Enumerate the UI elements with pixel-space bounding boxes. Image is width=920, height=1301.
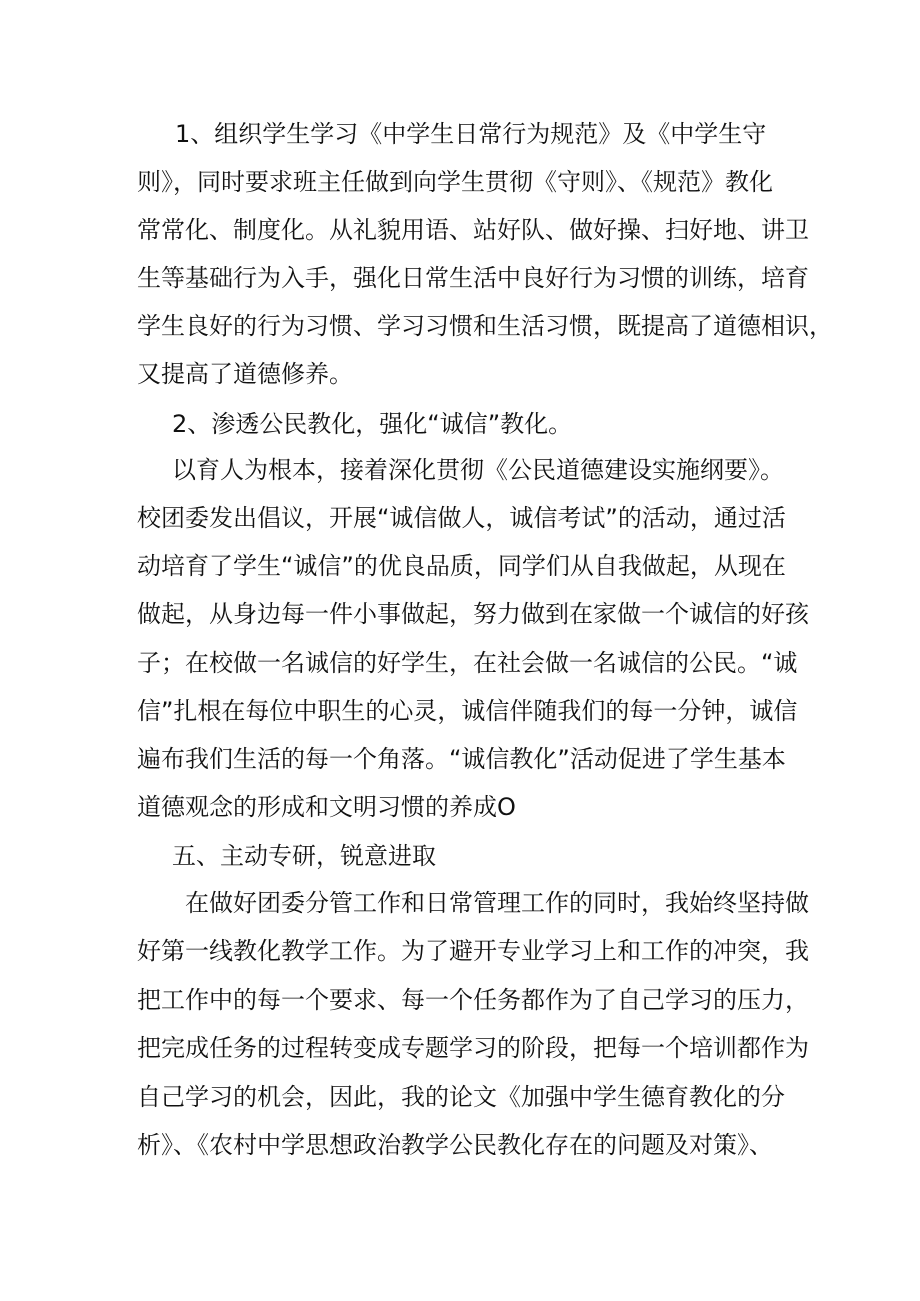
paragraph-2-line-3: 动培育了学生“诚信”的优良品质，同学们从自我做起，从现在 xyxy=(137,552,786,580)
paragraph-1-line-1: 1、组织学生学习《中学生日常行为规范》及《中学生守 xyxy=(175,120,767,148)
paragraph-3-line-6: 析》、《农村中学思想政治教学公民教化存在的问题及对策》、 xyxy=(137,1131,773,1159)
paragraph-1-line-6: 又提高了道德修养。 xyxy=(137,360,353,388)
paragraph-3-line-3: 把工作中的每一个要求、每一个任务都作为了自己学习的压力， xyxy=(137,986,809,1014)
paragraph-3-line-1: 在做好团委分管工作和日常管理工作的同时，我始终坚持做 xyxy=(185,889,809,917)
paragraph-3-line-4: 把完成任务的过程转变成专题学习的阶段，把每一个培训都作为 xyxy=(137,1034,809,1062)
paragraph-2-line-8: 道德观念的形成和文明习惯的养成O xyxy=(137,793,516,821)
paragraph-3-line-5: 自己学习的机会，因此，我的论文《加强中学生德育教化的分 xyxy=(137,1083,785,1111)
paragraph-1-line-4: 生等基础行为入手，强化日常生活中良好行为习惯的训练，培育 xyxy=(137,264,809,292)
paragraph-2-line-6: 信”扎根在每位中职生的心灵，诚信伴随我们的每一分钟，诚信 xyxy=(137,697,798,725)
paragraph-2-line-7: 遍布我们生活的每一个角落。“诚信教化”活动促进了学生基本 xyxy=(137,745,786,773)
paragraph-2-line-1: 以育人为根本，接着深化贯彻《公民道德建设实施纲要》。 xyxy=(172,456,784,484)
paragraph-3-line-2: 好第一线教化教学工作。为了避开专业学习上和工作的冲突，我 xyxy=(137,937,809,965)
paragraph-1-line-5: 学生良好的行为习惯、学习习惯和生活习惯，既提高了道德相识， xyxy=(137,312,833,340)
paragraph-2-line-4: 做起，从身边每一件小事做起，努力做到在家做一个诚信的好孩 xyxy=(137,600,809,628)
paragraph-2-line-5: 子；在校做一名诚信的好学生，在社会做一名诚信的公民。“诚 xyxy=(137,649,798,677)
heading-2: 2、渗透公民教化，强化“诚信”教化。 xyxy=(172,410,573,438)
section-heading-5: 五、主动专研，锐意进取 xyxy=(172,842,436,870)
paragraph-2-line-2: 校团委发出倡议，开展“诚信做人，诚信考试”的活动，通过活 xyxy=(137,504,786,532)
paragraph-1-line-2: 则》，同时要求班主任做到向学生贯彻《守则》、《规范》教化 xyxy=(137,168,773,196)
paragraph-1-line-3: 常常化、制度化。从礼貌用语、站好队、做好操、扫好地、讲卫 xyxy=(137,216,809,244)
